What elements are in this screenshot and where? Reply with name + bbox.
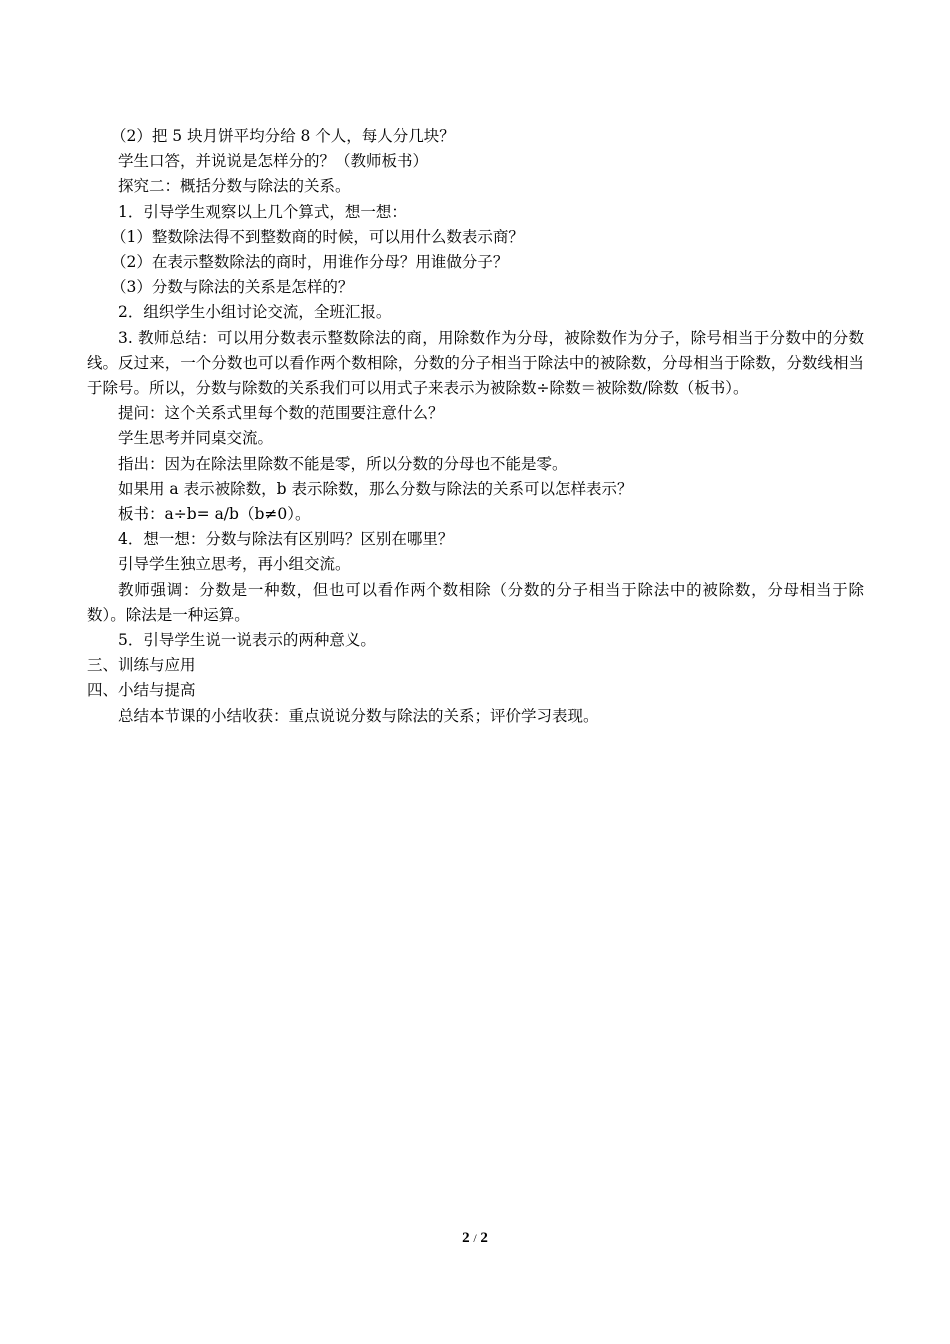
page-number-separator: / [473,1231,477,1245]
paragraph-7: （3）分数与除法的关系是怎样的？ [111,278,354,297]
paragraph-17: 教师强调：分数是一种数，但也可以看作两个数相除（分数的分子相当于除法中的被除数，分母相当于除数）。除法是一种运算。 [87,580,864,624]
paragraph-13: 如果用 a 表示被除数，b 表示除数，那么分数与除法的关系可以怎样表示？ [118,479,633,498]
paragraph-16: 引导学生独立思考，再小组交流。 [118,555,351,574]
paragraph-5: （1）整数除法得不到整数商的时候，可以用什么数表示商？ [111,227,524,246]
paragraph-15: 4．想一想：分数与除法有区别吗？区别在哪里？ [118,530,454,549]
paragraph-11: 学生思考并同桌交流。 [118,429,274,448]
total-pages-number: 2 [480,1230,488,1246]
paragraph-6: （2）在表示整数除法的商时，用谁作分母？用谁做分子？ [111,253,509,272]
paragraph-10: 提问：这个关系式里每个数的范围要注意什么？ [118,404,444,423]
paragraph-8: 2．组织学生小组讨论交流，全班汇报。 [118,303,392,322]
page-number [0,1228,950,1248]
paragraph-9: 3. 教师总结：可以用分数表示整数除法的商，用除数作为分母，被除数作为分子，除号相当于分数中的分数线。反过来，一个分数也可以看作两个数相除，分数的分子相当于除法中的被除数，分母相当于除数，分数线相当于除号。所以，分数与除数的关系我们可以用式子来表示为被除数÷除数＝被除数/除数（板书）。 [87,328,864,398]
section-heading-4: 四、小结与提高 [87,681,196,700]
paragraph-2: 学生口答，并说说是怎样分的？（教师板书） [118,152,429,171]
paragraph-18: 5．引导学生说一说表示的两种意义。 [118,631,376,650]
paragraph-1: （2）把 5 块月饼平均分给 8 个人，每人分几块？ [111,127,455,145]
paragraph-4: 1．引导学生观察以上几个算式，想一想： [118,202,407,221]
paragraph-21: 总结本节课的小结收获：重点说说分数与除法的关系；评价学习表现。 [118,706,599,725]
paragraph-3: 探究二：概括分数与除法的关系。 [118,177,351,196]
paragraph-12: 指出：因为在除法里除数不能是零，所以分数的分母也不能是零。 [118,454,568,473]
paragraph-14: 板书：a÷b= a/b（b≠0）。 [118,505,311,524]
section-heading-3: 三、训练与应用 [87,656,196,675]
document-body [87,124,864,729]
current-page-number: 2 [462,1230,470,1246]
